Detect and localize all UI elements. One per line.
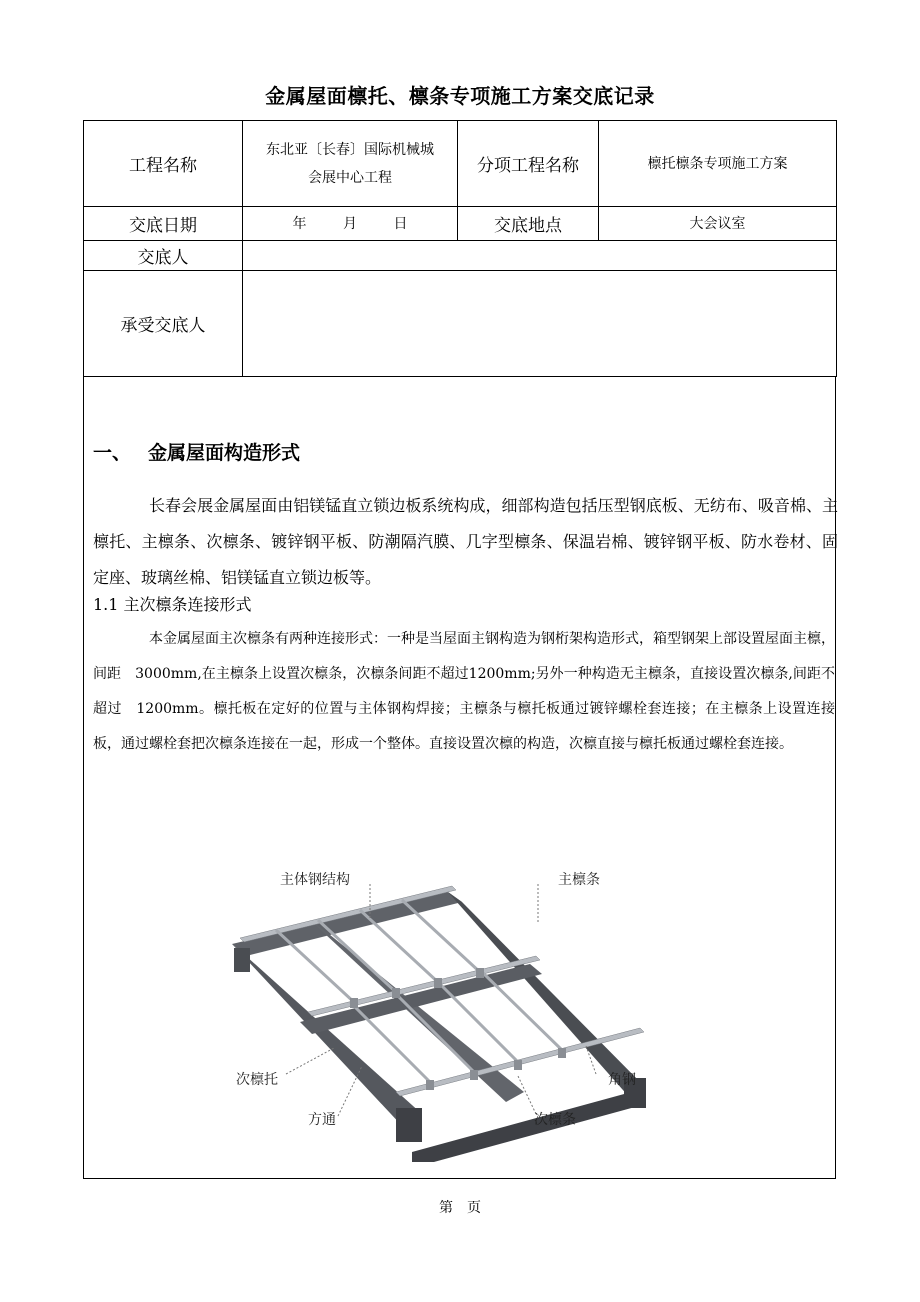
label-secondary-purlin-support: 次檩托 [236, 1071, 278, 1087]
location-label: 交底地点 [458, 207, 599, 241]
info-table [83, 120, 837, 377]
project-name-line1: 东北亚〔长春〕国际机械城 [266, 141, 434, 158]
beam-left [232, 944, 422, 1128]
purlin-support [514, 1060, 522, 1070]
sub-project-value: 檩托檩条专项施工方案 [599, 121, 837, 207]
purlin-support [476, 968, 484, 978]
purlin-support [434, 978, 442, 988]
label-secondary-purlin: 次檩条 [534, 1111, 576, 1127]
secondary-purlin [318, 920, 398, 994]
beam-cross [300, 964, 542, 1034]
section1-number: 一、 [93, 442, 132, 464]
page-footer: 第 页 [439, 1200, 481, 1216]
purlin-structure-figure [200, 852, 670, 1162]
purlin-support [426, 1080, 434, 1090]
purlin-support [392, 988, 400, 998]
purlin-support [350, 998, 358, 1008]
main-purlin [240, 886, 456, 942]
main-purlin [308, 956, 540, 1016]
date-value [243, 207, 458, 241]
label-angle-steel: 角钢 [608, 1071, 636, 1087]
info-row-date [84, 207, 837, 241]
subsection-paragraph: 本金属屋面主次檩条有两种连接形式：一种是当屋面主钢构造为钢桁架构造形式，箱型钢架上部设置屋面主檩，间距 3000mm,在主檩条上设置次檩条，次檩条间距不超过1200mm;另外一种构造无主檩条，直接设置次檩条,间距不超过 1200mm。檩托板在定好的位置与主体钢构焊接；主檩条与檩托板通过镀锌螺栓套连接；在主檩条上设置连接板，通过螺栓套把次檩条连接在一起，形成一个整体。直接设置次檩的构造，次檩直接与檩托板通过螺栓套连接。 [93, 631, 835, 752]
subsection-heading: 1.1 主次檩条连接形式 [93, 595, 252, 614]
presenter-value [243, 241, 837, 271]
column-front [396, 1108, 422, 1142]
column-left [234, 948, 250, 972]
secondary-purlin [438, 982, 520, 1064]
receivers-label: 承受交底人 [84, 271, 243, 377]
secondary-purlin [394, 992, 476, 1074]
section1-heading [93, 438, 300, 465]
location-value: 大会议室 [599, 207, 837, 241]
beam-mid [310, 920, 524, 1102]
receivers-value [243, 271, 837, 377]
label-square-tube: 方通 [308, 1111, 336, 1127]
secondary-purlin [276, 930, 356, 1004]
date-year: 年 [292, 215, 307, 232]
project-name-value [243, 121, 458, 207]
info-row-presenter [84, 241, 837, 271]
purlin-support [558, 1048, 566, 1058]
info-row-project [84, 121, 837, 207]
document-title: 金属屋面檩托、檩条专项施工方案交底记录 [265, 84, 655, 108]
label-main-purlin: 主檩条 [558, 871, 600, 887]
date-label: 交底日期 [84, 207, 243, 241]
purlin-support [470, 1070, 478, 1080]
label-main-structure: 主体钢结构 [280, 871, 350, 887]
project-name-label: 工程名称 [84, 121, 243, 207]
sub-project-label: 分项工程名称 [458, 121, 599, 207]
date-month: 月 [343, 215, 357, 232]
presenter-label: 交底人 [84, 241, 243, 271]
section1-paragraph: 长春会展金属屋面由铝镁锰直立锁边板系统构成，细部构造包括压型钢底板、无纺布、吸音棉、主檩托、主檩条、次檩条、镀锌钢平板、防潮隔汽膜、几字型檩条、保温岩棉、镀锌钢平板、防水卷材、固定座、玻璃丝棉、铝镁锰直立锁边板等。 [93, 496, 838, 587]
project-name-line2: 会展中心工程 [308, 169, 392, 186]
section1-title: 金属屋面构造形式 [148, 442, 301, 464]
info-row-receivers [84, 271, 837, 377]
date-day: 日 [393, 215, 408, 232]
